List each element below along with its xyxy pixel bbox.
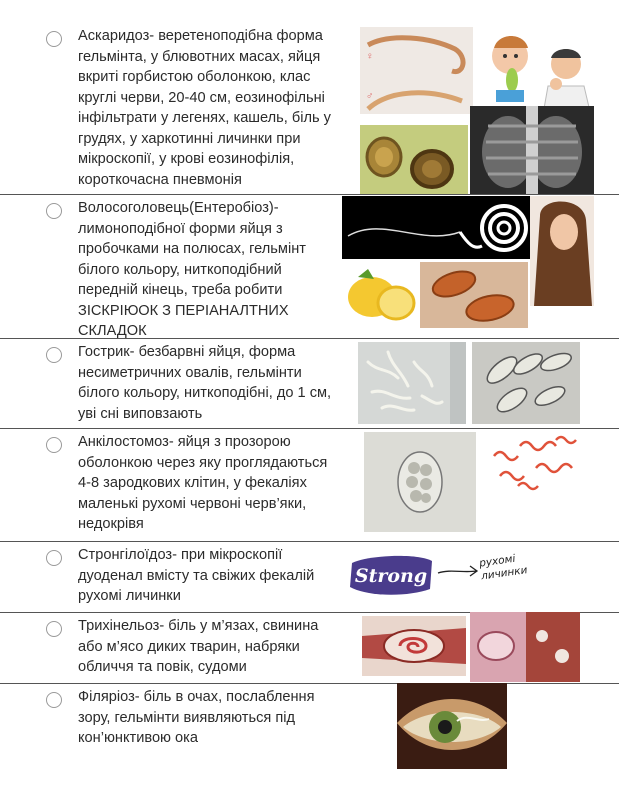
list-item xyxy=(0,338,619,429)
item-text: Аскаридоз- веретеноподібна форма гельмінта, у блювотних масах, яйця вкриті горбистою оболонкою, клас круглі черви, 20-40 см, еозинофільні інфільтрати у легенях, кашель, біль у грудях, у харкотинні личинки при мікроскопії, у крові еозинофілія, короткочасна пневмонія xyxy=(78,28,331,188)
svg-text:♂: ♂ xyxy=(366,91,374,102)
radio-button[interactable] xyxy=(46,550,62,566)
trichinella-tissue-image xyxy=(470,612,580,682)
radio-button[interactable] xyxy=(46,692,62,708)
item-text: Філяріоз- біль в очах, послаблення зору, гельмінти виявляються під кон’юнктивою ока xyxy=(78,689,315,746)
chest-xray-image xyxy=(470,106,594,194)
radio-button[interactable] xyxy=(46,31,62,47)
radio-button[interactable] xyxy=(46,437,62,453)
item-text: Волосоголовець(Ентеробіоз)- лимоноподібної форми яйця з пробочками на полюсах, гельмінт білого кольору, ниткоподібний передній кінець, треба робити ЗІСКРІЮОК З ПЕРІАНАЛТНИХ СКЛАДОК xyxy=(78,200,306,339)
hookworm-egg-microscopy xyxy=(364,432,476,532)
strong-logo xyxy=(348,553,434,597)
list-item xyxy=(0,612,619,684)
whipworm-eggs-microscopy xyxy=(420,262,528,328)
item-text: Анкілостомоз- яйця з прозорою оболонкою через яку проглядаються 4-8 зародкових клітин, у фекаліях маленькі рухомі червоні черв’яки, недокрівя xyxy=(78,434,328,532)
list-item xyxy=(0,18,619,195)
red-worms-image xyxy=(490,432,590,492)
strong-logo-text: Strong xyxy=(354,565,428,587)
radio-button[interactable] xyxy=(46,203,62,219)
trichinella-cyst-image xyxy=(362,616,466,676)
list-item xyxy=(0,541,619,613)
radio-button[interactable] xyxy=(46,621,62,637)
ascaris-eggs-microscopy xyxy=(360,125,468,194)
list-item xyxy=(0,428,619,542)
roundworm-image xyxy=(360,27,473,114)
radio-button[interactable] xyxy=(46,347,62,363)
hair-woman-image xyxy=(530,196,594,306)
item-text: Стронгілоїдоз- при мікроскопії дуоденал вмісту та свіжих фекалій рухомі личинки xyxy=(78,547,315,604)
handwritten-note: рухомі личинки xyxy=(478,552,529,583)
item-text: Гострик- безбарвні яйця, форма несиметричних овалів, гельмінти білого кольору, ниткоподібні, до 1 см, уві сні виповзають xyxy=(78,344,332,422)
vomiting-child-image xyxy=(486,30,536,102)
lemon-image xyxy=(344,267,418,325)
list-item xyxy=(0,194,619,339)
item-text: Трихінельоз- біль у м’язах, свинина або м’ясо диких тварин, набряки обличчя та повік, судоми xyxy=(78,618,319,675)
list-item xyxy=(0,683,619,800)
pinworm-image xyxy=(358,342,466,424)
whipworm-image xyxy=(342,196,530,259)
svg-text:♀: ♀ xyxy=(366,51,374,62)
filaria-eye-image xyxy=(397,683,507,769)
arrow-icon xyxy=(436,561,480,581)
pinworm-eggs-microscopy xyxy=(472,342,580,424)
